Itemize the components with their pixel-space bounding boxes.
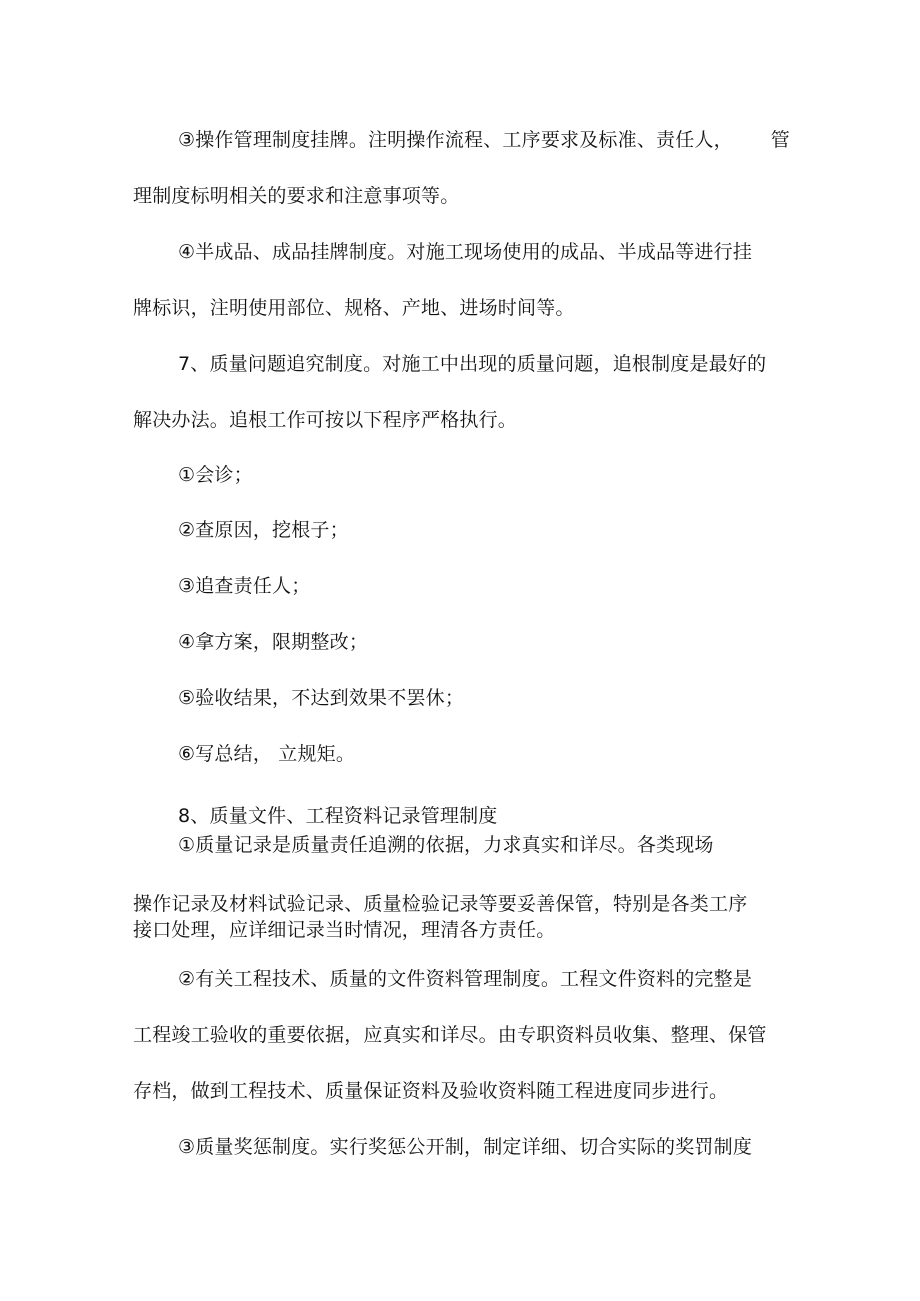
- paragraph-4-line-2: 牌标识，注明使用部位、规格、产地、进场时间等。: [133, 297, 575, 319]
- section-8-heading: 8、质量文件、工程资料记录管理制度: [178, 805, 498, 827]
- paragraph-3-line-1-end: 管: [770, 129, 790, 151]
- paragraph-7-line-1: 7、质量问题追究制度。对施工中出现的质量问题，追根制度是最好的: [178, 353, 767, 375]
- section-8-item-2-line-1: ②有关工程技术、质量的文件资料管理制度。工程文件资料的完整是: [178, 968, 753, 990]
- section-8-item-2-line-2: 工程竣工验收的重要依据，应真实和详尽。由专职资料员收集、整理、保管: [133, 1024, 767, 1046]
- paragraph-3-line-1-text: ③操作管理制度挂牌。注明操作流程、工序要求及标准、责任人，: [178, 129, 733, 151]
- paragraph-3-line-1: [178, 128, 790, 152]
- step-2: ②查原因，挖根子；: [178, 519, 349, 541]
- step-6: ⑥写总结， 立规矩。: [178, 743, 356, 765]
- section-8-item-2-line-3: 存档，做到工程技术、质量保证资料及验收资料随工程进度同步进行。: [133, 1080, 729, 1102]
- paragraph-7-line-2: 解决办法。追根工作可按以下程序严格执行。: [133, 409, 518, 431]
- paragraph-4-line-1: ④半成品、成品挂牌制度。对施工现场使用的成品、半成品等进行挂: [178, 241, 753, 263]
- step-3: ③追查责任人；: [178, 575, 311, 597]
- section-8-item-3-line-1: ③质量奖惩制度。实行奖惩公开制，制定详细、切合实际的奖罚制度: [178, 1136, 753, 1158]
- section-8-item-1-line-2: 操作记录及材料试验记录、质量检验记录等要妥善保管，特别是各类工序: [133, 893, 748, 915]
- step-1: ①会诊；: [178, 464, 253, 486]
- section-8-item-1-line-3: 接口处理，应详细记录当时情况，理清各方责任。: [133, 919, 556, 941]
- step-5: ⑤验收结果，不达到效果不罢休；: [178, 687, 465, 709]
- paragraph-3-line-2: 理制度标明相关的要求和注意事项等。: [133, 185, 460, 207]
- section-8-item-1-line-1: ①质量记录是质量责任追溯的依据，力求真实和详尽。各类现场: [178, 834, 714, 856]
- step-4: ④拿方案，限期整改；: [178, 631, 369, 653]
